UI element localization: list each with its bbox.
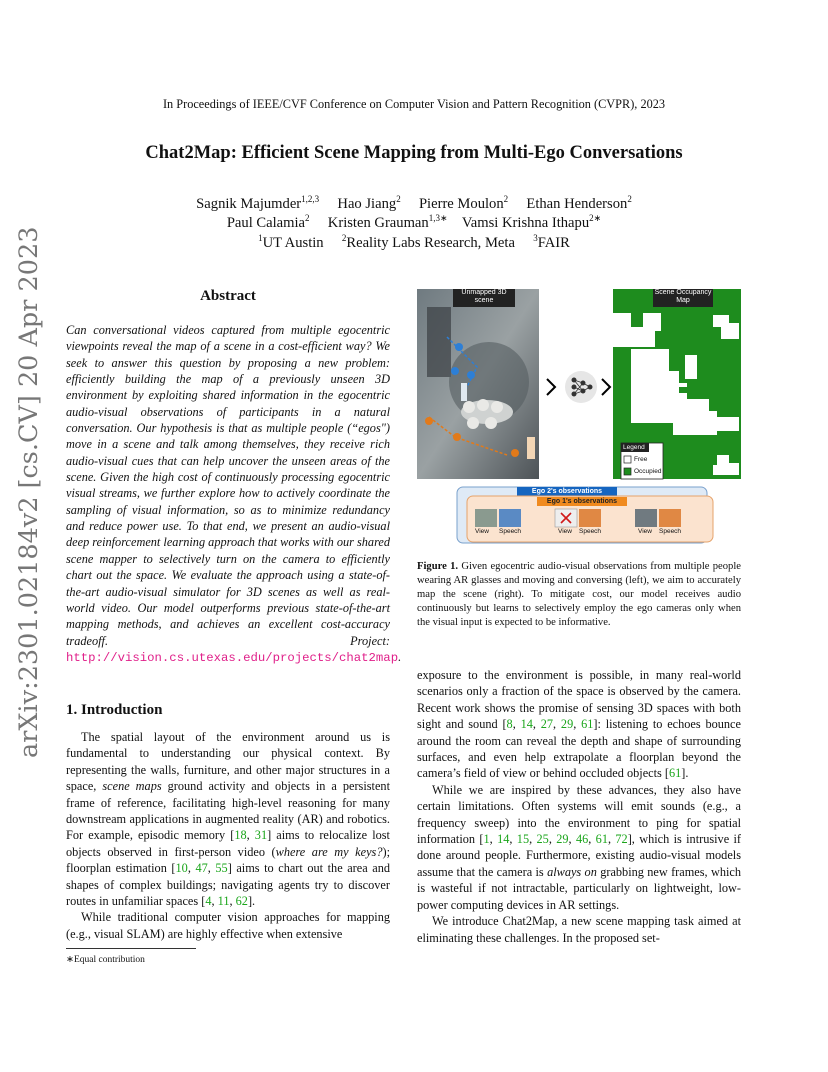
- ego2-title: Ego 2's observations: [531, 488, 603, 495]
- speech-thumb: [659, 509, 681, 527]
- right-column: [417, 667, 741, 946]
- authors-line-1: [0, 194, 828, 213]
- venue-line: In Proceedings of IEEE/CVF Conference on Computer Vision and Pattern Recognition (CVPR), 2023: [162, 97, 666, 111]
- author: Sagnik Majumder$^{1,2,3}$: [196, 194, 320, 212]
- view-label: View: [475, 528, 489, 535]
- view-thumb: [635, 509, 657, 527]
- network-icon: [565, 371, 597, 403]
- legend-free: Free: [634, 456, 648, 463]
- author: Vamsi Krishna Ithapu$^{2∗}$: [461, 213, 602, 231]
- footnote: ∗Equal contribution: [66, 955, 145, 965]
- author: Paul Calamia$^2$: [226, 213, 310, 231]
- view-thumb: [475, 509, 497, 527]
- unmapped-label: Unmapped 3D scene: [453, 289, 515, 307]
- authors-line-2: [0, 213, 828, 232]
- view-label: View: [558, 528, 572, 535]
- author: Kristen Grauman$^{1,3∗}$: [327, 213, 448, 231]
- intro-paragraph-1: The spatial layout of the environment around us is fundamental to understanding our physical context. By representing the walls, furniture, and other major structures in a space, scene maps ground activity and objects in a persistent frame of reference, facilitating high-level reasoning for many downstream applications in augmented reality (AR) and robotics. For example, episodic memory [18, 31] aims to relocalize lost objects observed in first-person video (where are my keys?); floorplan estimation [10, 47, 55] aims to chart out the area and shapes of complex buildings; navigating agents try to discover routes in unfamiliar spaces [4, 11, 62].: [66, 730, 391, 909]
- right-paragraph-1: exposure to the environment is possible, in many real-world scenarios only a fraction of the space is observed by the camera. Recent work shows the promise of sensing 3D spaces with both sight and sound [8, 14, 27, 29, 61]: listening to echoes bounce around the room can reveal the depth and shape of surrounding surfaces, and even help extrapolate a floorplan beyond the camera’s field of view or behind occluded objects [61].: [417, 668, 741, 781]
- legend-title: Legend: [623, 444, 645, 451]
- speech-label: Speech: [499, 528, 522, 535]
- view-label: View: [638, 528, 652, 535]
- intro-left-column: [66, 729, 390, 942]
- figure-1-caption: Figure 1. Given egocentric audio-visual observations from multiple people wearing AR glasses and moving and conversing (left), we aim to accurately map the scene (right). To mitigate cost, our model receives audio continuously but learns to selectively employ the ego cameras only when the visual input is expected to be informative.: [417, 561, 741, 629]
- abstract-body: Can conversational videos captured from multiple egocentric viewpoints reveal the map of a scene in a cost-efficient way? We seek to answer this question by proposing a new problem: efficiently building the map of a previously unseen 3D environment by exploiting shared information in the egocentric audio-visual observations of participants in a natural conversation. Our hypothesis is that as multiple people (“egos") move in a scene and talk among themselves, they receive rich audio-visual cues that can help uncover the unseen areas of the scene. Given the high cost of continuously processing egocentric visual streams, we further explore how to actively coordinate the sampling of visual information, so as to minimize redundancy and reduce power use. To that end, we present an audio-visual deep reinforcement learning approach that works with our shared scene mapper to selectively turn on the camera to efficiently chart out the space. We evaluate the approach using a state-of-the-art audio-visual simulator for 3D scenes as well as real-world video. Our model outperforms previous state-of-the-art mapping methods, and achieves an excellent cost-accuracy tradeoff. Project: http://vision.cs.utexas.edu/projects/chat2map.: [66, 323, 402, 665]
- abstract-heading: Abstract: [200, 288, 256, 304]
- right-paragraph-3: We introduce Chat2Map, a new scene mapping task aimed at eliminating these challenges. In the proposed set-: [417, 914, 741, 945]
- project-link[interactable]: http://vision.cs.utexas.edu/projects/chat2map: [66, 650, 399, 665]
- speech-thumb: [579, 509, 601, 527]
- speech-label: Speech: [579, 528, 602, 535]
- ego1-title: Ego 1's observations: [546, 498, 618, 505]
- speech-label: Speech: [659, 528, 682, 535]
- intro-heading: 1. Introduction: [66, 702, 163, 718]
- paper-title: Chat2Map: Efficient Scene Mapping from Multi-Ego Conversations: [145, 143, 683, 163]
- affiliations: $^1$UT Austin $^2$Reality Labs Research, Meta $^3$FAIR: [258, 233, 570, 251]
- right-paragraph-2: While we are inspired by these advances, they also have certain limitations. Often systems will emit sounds (e.g., a frequency sweep) into the environment to ping for spatial information [1, 14, 15, 25, 29, 46, 61, 72], which is intrusive if done around people. Furthermore, existing audio-visual models assume that the camera is always on grabbing new frames, which is wasteful if not intractable, particularly on lightweight, low-power computing devices in AR settings.: [417, 782, 742, 912]
- figure-1: [417, 287, 743, 544]
- map-label: Scene Occupancy Map: [653, 289, 713, 307]
- speech-thumb: [499, 509, 521, 527]
- author: Pierre Moulon$^2$: [418, 194, 509, 212]
- arxiv-sidebar-id: arXiv:2301.02184v2 [cs.CV] 20 Apr 2023: [14, 226, 44, 758]
- author: Ethan Henderson$^2$: [526, 194, 632, 212]
- legend-occupied: Occupied: [634, 468, 662, 475]
- footnote-rule: [66, 948, 196, 949]
- intro-paragraph-2: While traditional computer vision approaches for mapping (e.g., visual SLAM) are highly effective when extensive: [66, 910, 390, 941]
- author: Hao Jiang$^2$: [337, 194, 401, 212]
